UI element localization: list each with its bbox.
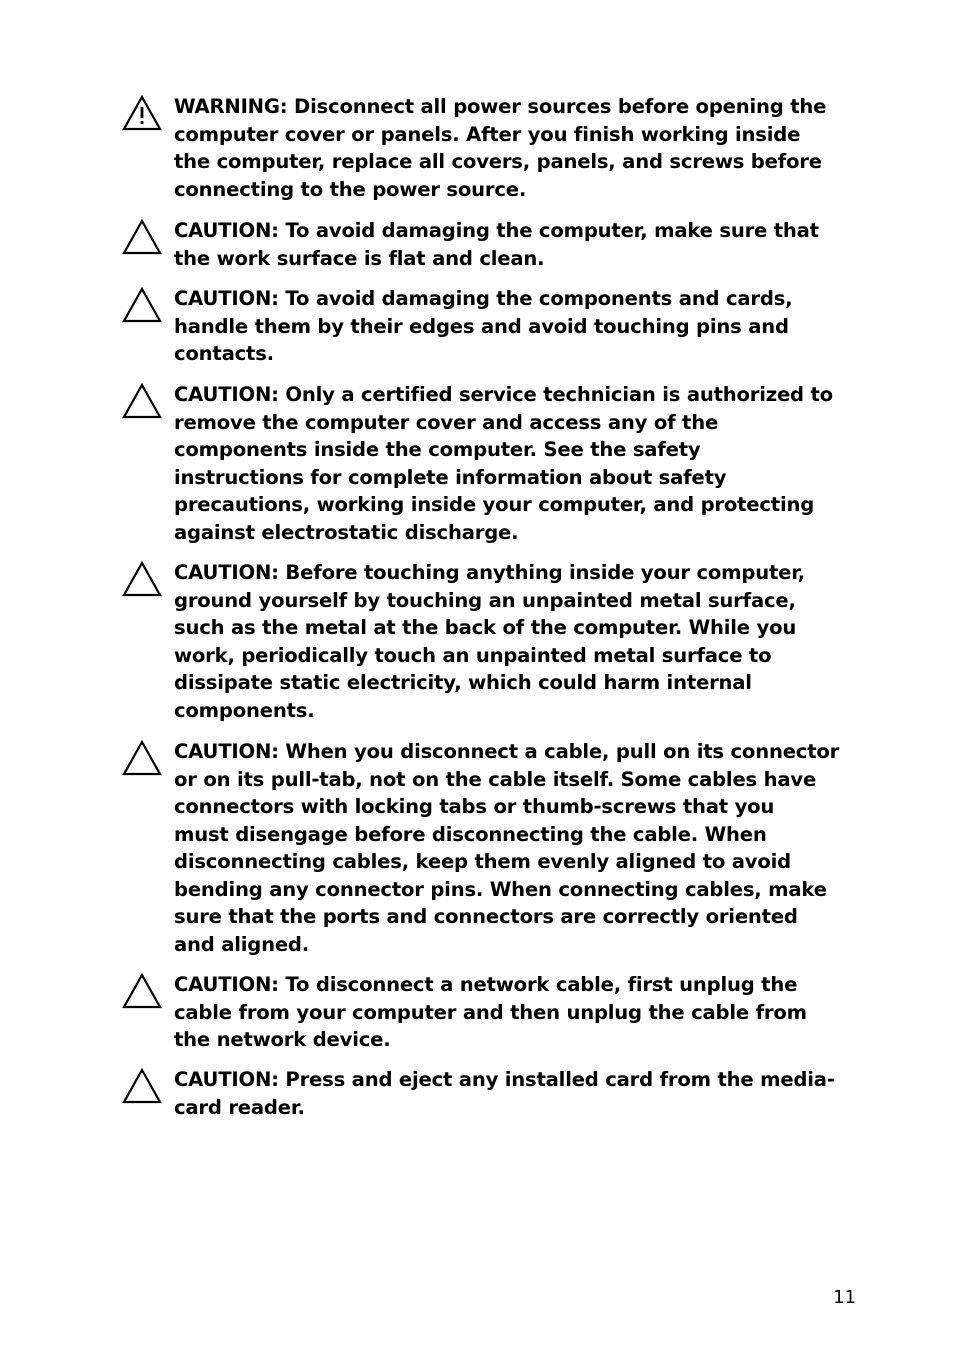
caution-icon: [122, 561, 162, 597]
notice-text: CAUTION: Only a certified service technician is authorized to remove the computer cover and access any of the components inside the computer. See the safety instructions for complete information about safety precautions, working inside your computer, and protecting against electrostatic discharge.: [174, 383, 833, 544]
warning-icon: [122, 95, 162, 131]
notice-caution-network-cable: [120, 971, 865, 1054]
notice-text: WARNING: Disconnect all power sources before opening the computer cover or panels. After you finish working inside the computer, replace all covers, panels, and screws before connecting to the power source.: [174, 95, 827, 201]
caution-icon: [122, 383, 162, 419]
notice-text: CAUTION: To disconnect a network cable, first unplug the cable from your computer and then unplug the cable from the network device.: [174, 973, 807, 1051]
page-number: 11: [833, 1287, 856, 1308]
notice-caution-work-surface: [120, 217, 865, 272]
notice-warning-power: [120, 93, 865, 203]
notice-text: CAUTION: Press and eject any installed card from the media- card reader.: [174, 1068, 835, 1119]
caution-icon: [122, 287, 162, 323]
notice-text: CAUTION: To avoid damaging the components and cards, handle them by their edges and avoid touching pins and contacts.: [174, 287, 793, 365]
notice-caution-media-card: [120, 1066, 865, 1121]
caution-icon: [122, 973, 162, 1009]
notice-text: CAUTION: To avoid damaging the computer, make sure that the work surface is flat and clean.: [174, 219, 819, 270]
notice-caution-technician: [120, 381, 865, 546]
notice-text: CAUTION: Before touching anything inside your computer, ground yourself by touching an unpainted metal surface, such as the metal at the back of the computer. While you work, periodically touch an unpainted metal surface to dissipate static electricity, which could harm internal components.: [174, 561, 806, 722]
notice-caution-components: [120, 285, 865, 368]
notice-text: CAUTION: When you disconnect a cable, pull on its connector or on its pull-tab, not on the cable itself. Some cables have connectors with locking tabs or thumb-screws that you must disengage before disconnecting the cable. When disconnecting cables, keep them evenly aligned to avoid bending any connector pins. When connecting cables, make sure that the ports and connectors are correctly oriented and aligned.: [174, 740, 840, 956]
caution-icon: [122, 740, 162, 776]
notice-caution-cables: [120, 738, 865, 958]
caution-icon: [122, 1068, 162, 1104]
caution-icon: [122, 219, 162, 255]
notice-caution-grounding: [120, 559, 865, 724]
